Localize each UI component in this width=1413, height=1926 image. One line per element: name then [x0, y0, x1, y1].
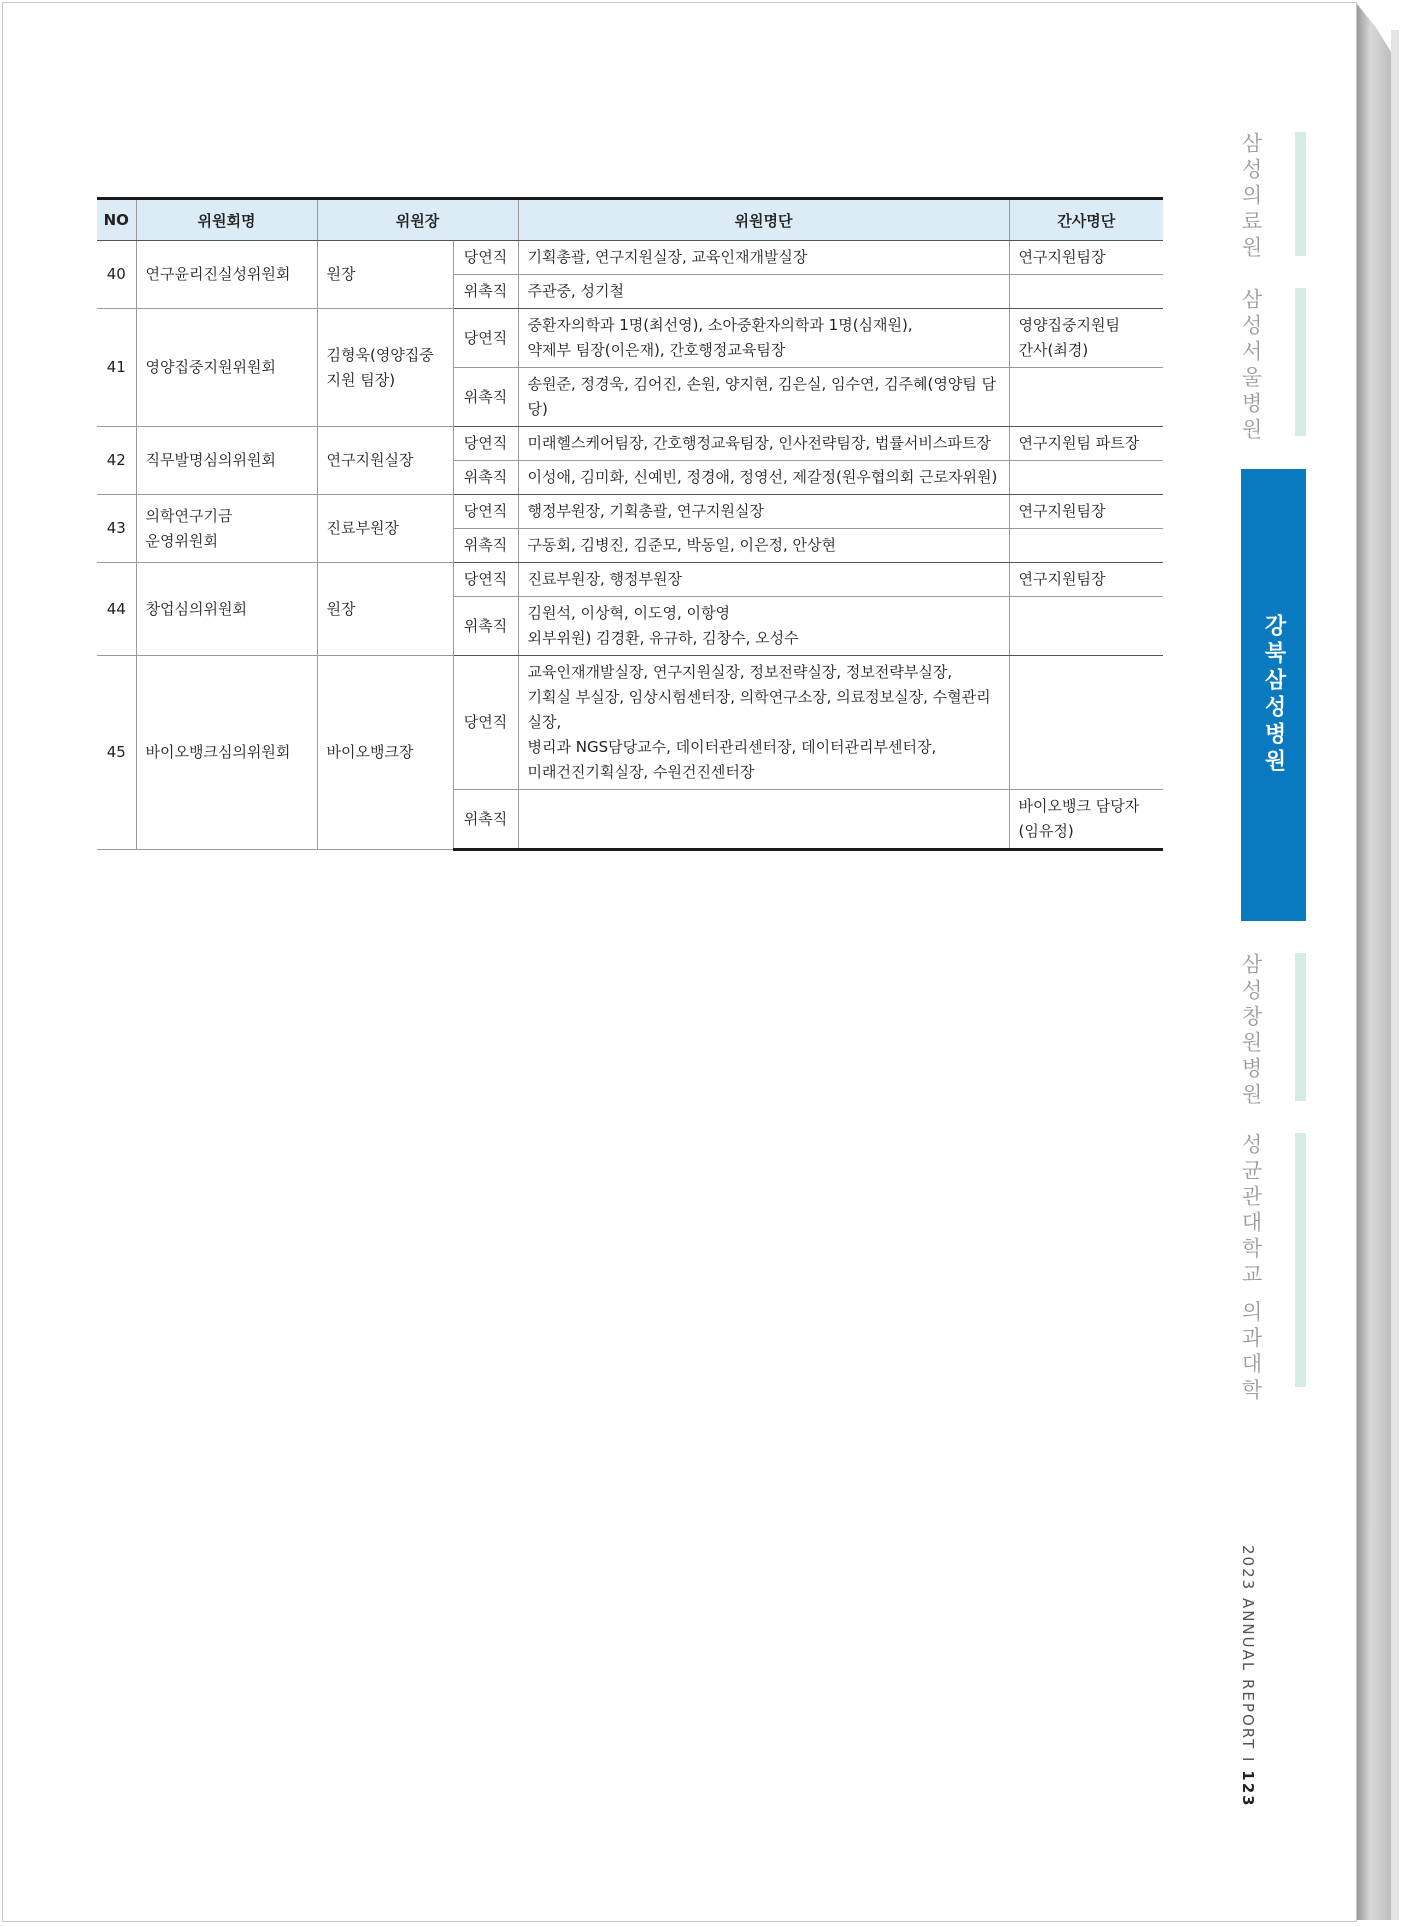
committee-chair: 연구지원실장: [317, 427, 453, 495]
appointed-members: [518, 790, 1009, 850]
appointed-secretary: [1009, 529, 1163, 563]
header-secretary: 간사명단: [1009, 199, 1163, 241]
ex-officio-members: 기획총괄, 연구지원실장, 교육인재개발실장: [518, 241, 1009, 275]
header-committee-name: 위원회명: [136, 199, 317, 241]
appointed-secretary: [1009, 368, 1163, 427]
footer-separator: I: [1239, 1757, 1257, 1764]
committee-chair: 김형욱(영양집중 지원 팀장): [317, 309, 453, 427]
appointed-label: 위촉직: [453, 790, 518, 850]
header-no: NO: [97, 199, 136, 241]
committee-chair: 바이오뱅크장: [317, 656, 453, 850]
page-footer: [1239, 1545, 1257, 1808]
appointed-label: 위촉직: [453, 461, 518, 495]
side-tab-skku-medicine[interactable]: 성균관대학교 의과대학: [1239, 1133, 1263, 1405]
header-chair: 위원장: [317, 199, 518, 241]
appointed-label: 위촉직: [453, 529, 518, 563]
ex-officio-label: 당연직: [453, 563, 518, 597]
report-title: 2023 ANNUAL REPORT: [1239, 1545, 1257, 1751]
ex-officio-members: 행정부원장, 기획총괄, 연구지원실장: [518, 495, 1009, 529]
ex-officio-secretary: 연구지원팀 파트장: [1009, 427, 1163, 461]
side-tab-samsung-seoul-hospital[interactable]: 삼성서울병원: [1239, 288, 1263, 444]
appointed-secretary: [1009, 597, 1163, 656]
ex-officio-label: 당연직: [453, 241, 518, 275]
appointed-secretary: [1009, 275, 1163, 309]
committee-name: 창업심의위원회: [136, 563, 317, 656]
appointed-members: 구동회, 김병진, 김준모, 박동일, 이은정, 안상현: [518, 529, 1009, 563]
row-no: 42: [97, 427, 136, 495]
ex-officio-label: 당연직: [453, 656, 518, 790]
page-curl-edge: [1357, 4, 1391, 1920]
ex-officio-secretary: 연구지원팀장: [1009, 495, 1163, 529]
side-tab-bar: [1295, 1133, 1306, 1387]
row-no: 41: [97, 309, 136, 427]
side-tab-bar: [1295, 953, 1306, 1101]
appointed-members: 김원석, 이상혁, 이도영, 이항영 외부위원) 김경환, 유규하, 김창수, 오성수: [518, 597, 1009, 656]
ex-officio-label: 당연직: [453, 427, 518, 461]
side-tab-kangbuk-samsung-hospital[interactable]: [1241, 469, 1306, 921]
ex-officio-secretary: [1009, 656, 1163, 790]
table-row: [97, 563, 1163, 597]
ex-officio-members: 교육인재개발실장, 연구지원실장, 정보전략실장, 정보전략부실장, 기획실 부실장, 임상시험센터장, 의학연구소장, 의료정보실장, 수혈관리실장, 병리과 NGS담당교수, 데이터관리센터장, 데이터관리부센터장, 미래건진기획실장, 수원건진센터장: [518, 656, 1009, 790]
ex-officio-label: 당연직: [453, 309, 518, 368]
table-row: [97, 241, 1163, 275]
row-no: 43: [97, 495, 136, 563]
side-tab-bar: [1295, 132, 1306, 256]
table-header-row: [97, 199, 1163, 241]
ex-officio-members: 중환자의학과 1명(최선영), 소아중환자의학과 1명(심재원), 약제부 팀장(이은재), 간호행정교육팀장: [518, 309, 1009, 368]
row-no: 40: [97, 241, 136, 309]
table-row: [97, 656, 1163, 790]
header-members: 위원명단: [518, 199, 1009, 241]
committee-chair: 진료부원장: [317, 495, 453, 563]
appointed-members: 주관중, 성기철: [518, 275, 1009, 309]
appointed-members: 송원준, 정경욱, 김어진, 손원, 양지현, 김은실, 임수연, 김주혜(영양팀 담당): [518, 368, 1009, 427]
side-tab-samsung-medical-center[interactable]: 삼성의료원: [1239, 132, 1263, 262]
committee-name: 직무발명심의위원회: [136, 427, 317, 495]
appointed-secretary: 바이오뱅크 담당자 (임유정): [1009, 790, 1163, 850]
appointed-label: 위촉직: [453, 368, 518, 427]
ex-officio-secretary: 연구지원팀장: [1009, 241, 1163, 275]
row-no: 44: [97, 563, 136, 656]
ex-officio-members: 미래헬스케어팀장, 간호행정교육팀장, 인사전략팀장, 법률서비스파트장: [518, 427, 1009, 461]
appointed-secretary: [1009, 461, 1163, 495]
page-stack-edge: [1391, 30, 1399, 1920]
appointed-label: 위촉직: [453, 597, 518, 656]
committee-chair: 원장: [317, 563, 453, 656]
row-no: 45: [97, 656, 136, 850]
committee-name: 바이오뱅크심의위원회: [136, 656, 317, 850]
committee-table: [97, 197, 1163, 851]
appointed-label: 위촉직: [453, 275, 518, 309]
appointed-members: 이성애, 김미화, 신예빈, 정경애, 정영선, 제갈정(원우협의회 근로자위원): [518, 461, 1009, 495]
page-number: 123: [1239, 1770, 1257, 1808]
side-tab-active-label: 강북삼성병원: [1261, 614, 1286, 776]
committee-chair: 원장: [317, 241, 453, 309]
divider: [1368, 1480, 1370, 1525]
ex-officio-secretary: 연구지원팀장: [1009, 563, 1163, 597]
committee-name: 연구윤리진실성위원회: [136, 241, 317, 309]
committee-name: 영양집중지원위원회: [136, 309, 317, 427]
ex-officio-secretary: 영양집중지원팀 간사(최경): [1009, 309, 1163, 368]
ex-officio-label: 당연직: [453, 495, 518, 529]
side-tab-bar: [1295, 288, 1306, 436]
committee-name: 의학연구기금 운영위원회: [136, 495, 317, 563]
ex-officio-members: 진료부원장, 행정부원장: [518, 563, 1009, 597]
table-row: [97, 309, 1163, 368]
table-row: [97, 427, 1163, 461]
table-row: [97, 495, 1163, 529]
side-tab-samsung-changwon-hospital[interactable]: 삼성창원병원: [1239, 953, 1263, 1109]
